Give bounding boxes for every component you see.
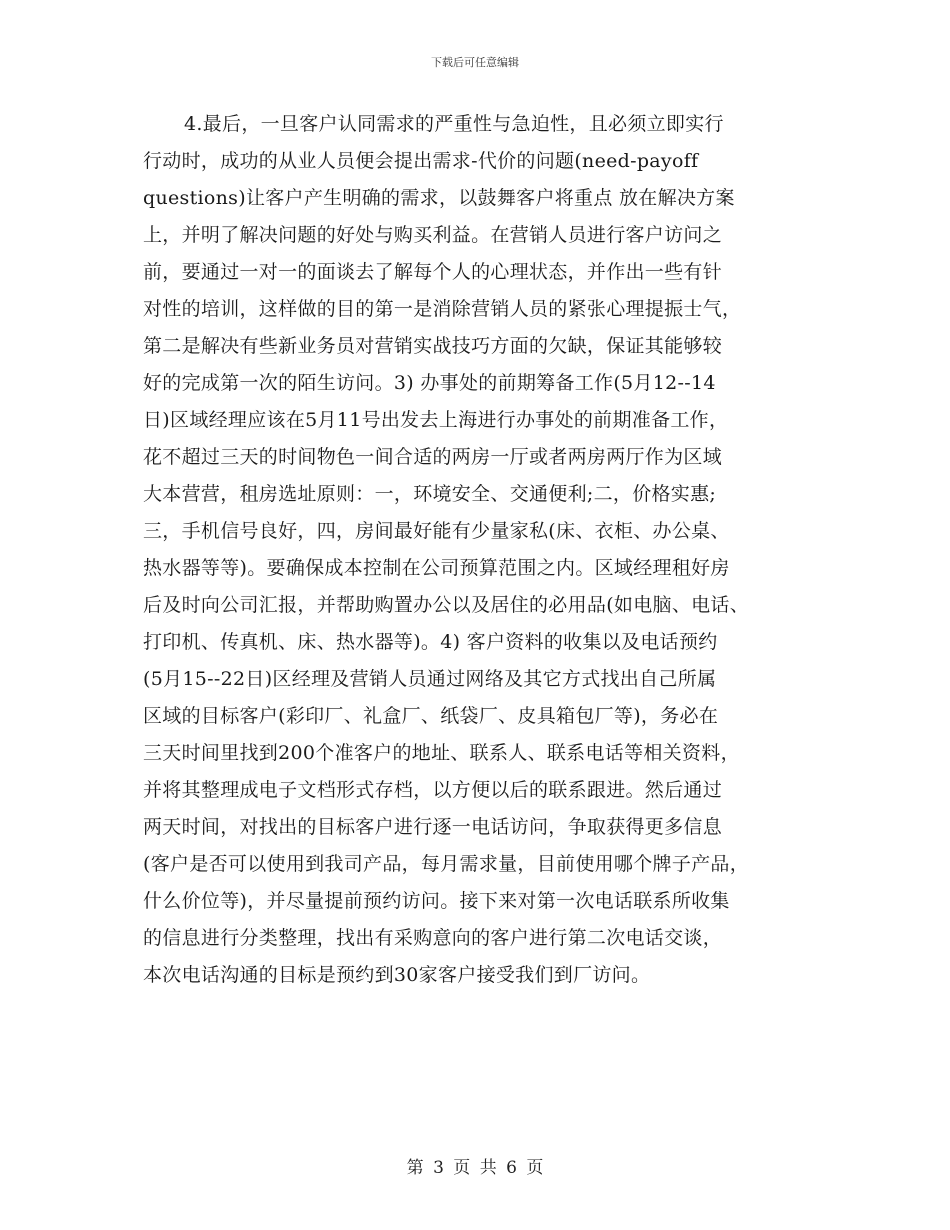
body-line: 日)区域经理应该在5月11号出发去上海进行办事处的前期准备工作， <box>143 409 729 431</box>
body-line: (客户是否可以使用到我司产品，每月需求量，目前使用哪个牌子产品， <box>143 853 750 875</box>
body-line: 的信息进行分类整理，找出有采购意向的客户进行第二次电话交谈， <box>143 927 723 949</box>
body-line: (5月15--22日)区经理及营销人员通过网络及其它方式找出自己所属 <box>143 668 717 690</box>
body-line: 行动时，成功的从业人员便会提出需求-代价的问题(need-payoff <box>143 150 699 172</box>
body-line: 对性的培训，这样做的目的第一是消除营销人员的紧张心理提振士气， <box>143 298 742 320</box>
body-line: 两天时间，对找出的目标客户进行逐一电话访问，争取获得更多信息 <box>143 816 723 838</box>
body-line: 并将其整理成电子文档形式存档，以方便以后的联系跟进。然后通过 <box>143 779 723 801</box>
body-line: 本次电话沟通的目标是预约到30家客户接受我们到厂访问。 <box>143 964 651 986</box>
body-line: 区域的目标客户(彩印厂、礼盒厂、纸袋厂、皮具箱包厂等)，务必在 <box>143 705 719 727</box>
body-line: 好的完成第一次的陌生访问。3) 办事处的前期筹备工作(5月12--14 <box>143 372 716 394</box>
body-line: questions)让客户产生明确的需求，以鼓舞客户将重点 放在解决方案 <box>143 187 735 209</box>
body-line: 上，并明了解决问题的好处与购买利益。在营销人员进行客户访问之 <box>143 224 723 246</box>
body-line: 三，手机信号良好，四，房间最好能有少量家私(床、衣柜、办公桌、 <box>143 520 730 542</box>
body-line: 花不超过三天的时间物色一间合适的两房一厅或者两房两厅作为区域 <box>143 446 723 468</box>
body-line: 三天时间里找到200个准客户的地址、联系人、联系电话等相关资料， <box>143 742 740 764</box>
body-line: 热水器等等)。要确保成本控制在公司预算范围之内。区域经理租好房 <box>143 557 730 579</box>
body-line: 4.最后，一旦客户认同需求的严重性与急迫性，且必须立即实行 <box>184 113 724 135</box>
body-line: 前，要通过一对一的面谈去了解每个人的心理状态，并作出一些有针 <box>143 261 723 283</box>
body-text <box>143 106 813 994</box>
body-line: 大本营营，租房选址原则：一，环境安全、交通便利;二，价格实惠; <box>143 483 717 505</box>
body-line: 第二是解决有些新业务员对营销实战技巧方面的欠缺，保证其能够较 <box>143 335 723 357</box>
body-line: 打印机、传真机、床、热水器等)。4) 客户资料的收集以及电话预约 <box>143 631 718 653</box>
page-header: 下载后可任意编辑 <box>431 56 519 69</box>
page-number: 第 3 页 共 6 页 <box>406 1158 544 1178</box>
body-line: 后及时向公司汇报，并帮助购置办公以及居住的必用品(如电脑、电话、 <box>143 594 750 616</box>
body-line: 什么价位等)，并尽量提前预约访问。接下来对第一次电话联系所收集 <box>143 890 730 912</box>
